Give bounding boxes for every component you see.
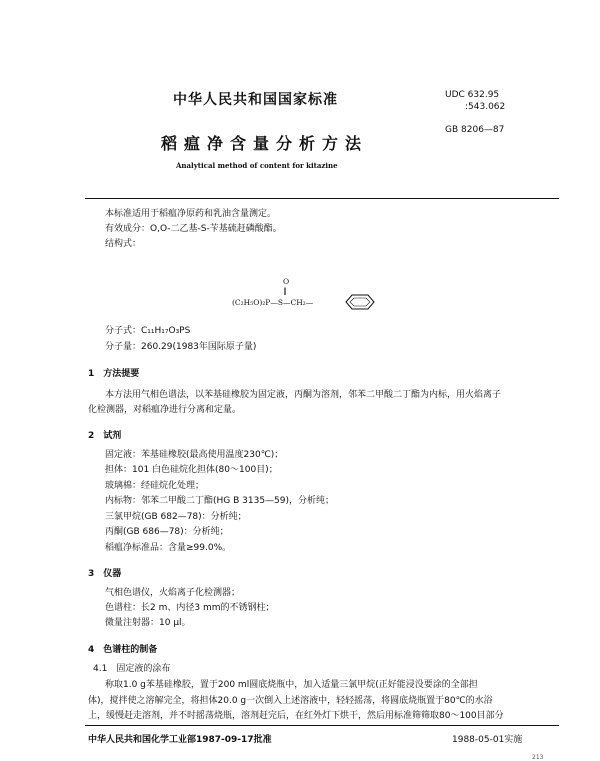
reagent-item: 丙酮(GB 686—78)：分析纯； [105, 527, 229, 537]
molecular-formula: 分子式：C₁₁H₁₇O₃PS [105, 326, 191, 336]
reagent-item: 内标物：邻苯二甲酸二丁酯(HG B 3135—59)，分析纯； [105, 496, 335, 506]
section-4-title: 4 色谱柱的制备 [88, 645, 158, 655]
section-4-1-line-3: 上，缓慢赶走溶剂，并不时摇荡烧瓶，溶剂赶完后，在红外灯下烘干，然后用标准筛筛取80～100目部分 [88, 711, 504, 721]
structure-formula: (C₂H₅O)₂P—S—CH₂— [232, 298, 314, 307]
reagent-item: 三氯甲烷(GB 682—78)：分析纯； [105, 512, 247, 522]
section-1-line-2: 化检测器，对稻瘟净进行分离和定量。 [88, 405, 242, 415]
reagent-item: 担体：101 白色硅烷化担体(80～100目)； [105, 465, 278, 475]
section-1-title: 1 方法提要 [88, 369, 140, 379]
doc-title-en: Analytical method of content for kitazine [176, 161, 338, 170]
udc-line-1: UDC 632.95 [445, 90, 500, 100]
benzene-ring-icon [340, 293, 380, 311]
implementation-date: 1988-05-01实施 [452, 735, 523, 745]
molecular-weight: 分子量：260.29(1983年国际原子量) [105, 342, 257, 352]
section-1-line-1: 本方法用气相色谱法，以苯基硅橡胶为固定液，丙酮为溶剂，邻苯二甲酸二丁酯为内标，用火焰离子 [105, 390, 502, 400]
standard-title: 中华人民共和国国家标准 [173, 92, 338, 108]
section-2-title: 2 试剂 [88, 431, 122, 441]
reagent-item: 稻瘟净标准品：含量≥99.0%。 [105, 543, 232, 553]
section-4-1-line-2: 体)，搅拌使之溶解完全，将担体20.0 g一次倒入上述溶液中，轻轻摇荡，将圆底烧瓶置于80℃的水浴 [88, 696, 493, 706]
reagent-item: 玻璃棉：经硅烷化处理； [105, 481, 205, 491]
structure-oxygen: O [283, 277, 290, 286]
scope-text: 本标准适用于稻瘟净原药和乳油含量测定。 [105, 209, 277, 219]
section-4-1-title: 4.1 固定液的涂布 [93, 664, 171, 674]
structure-double-bond: ‖ [283, 286, 287, 295]
reagent-item: 固定液：苯基硅橡胶(最高使用温度230℃)； [105, 450, 284, 460]
gb-number: GB 8206—87 [445, 125, 505, 135]
doc-title: 稻瘟净含量分析方法 [161, 134, 369, 153]
section-3-title: 3 仪器 [88, 569, 122, 579]
approval-date: 中华人民共和国化学工业部1987-09-17批准 [88, 735, 272, 745]
instrument-item: 微量注射器：10 μl。 [105, 618, 191, 628]
instrument-item: 气相色谱仪，火焰离子化检测器； [105, 588, 241, 598]
udc-number [445, 89, 505, 113]
instrument-item: 色谱柱：长2 m、内径3 mm的不锈钢柱； [105, 603, 275, 613]
active-ingredient-text: 有效成分：O,O-二乙基-S-苄基硫赶磷酸酯。 [105, 224, 282, 234]
structure-label: 结构式： [105, 239, 142, 249]
udc-line-2: :543.062 [465, 102, 506, 112]
header-rule [85, 198, 559, 199]
section-4-1-line-1: 称取1.0 g苯基硅橡胶，置于200 ml圆底烧瓶中，加入适量三氯甲烷(正好能浸没要涂的全部担 [105, 680, 478, 690]
footer-rule [85, 725, 559, 726]
page-number: 213 [532, 754, 544, 761]
